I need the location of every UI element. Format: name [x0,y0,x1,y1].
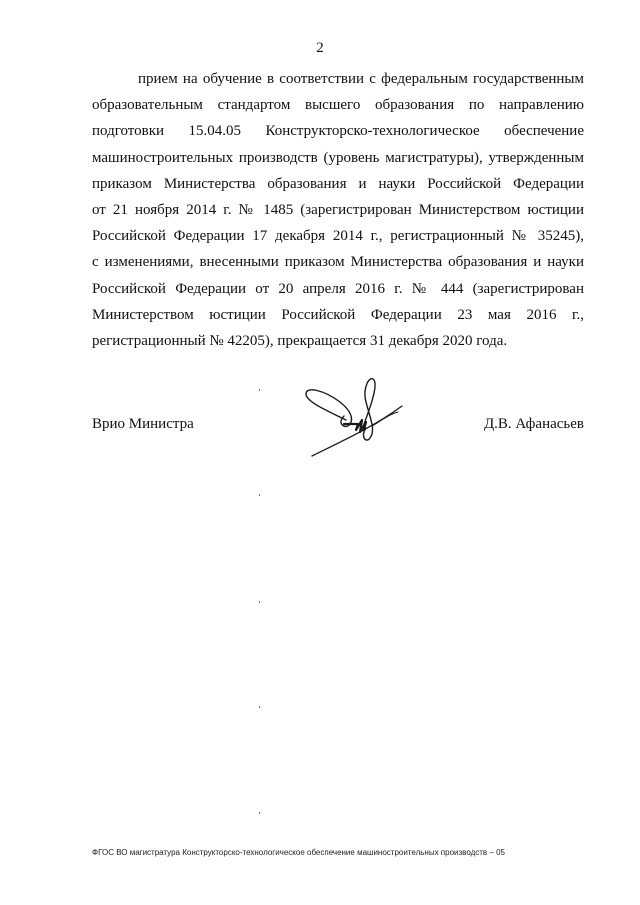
body-line: машиностроительных производств (уровень магистратуры), утвержденным [92,149,584,166]
body-line: прием на обучение в соответствии с федеральным государственным [138,71,584,87]
scan-speck [259,601,260,603]
body-line: образовательным стандартом высшего образования по направлению [92,97,584,114]
page-footer: ФГОС ВО магистратура Конструкторско-технологическое обеспечение машиностроительных производств – 05 [92,848,505,857]
scan-speck [259,812,260,814]
body-paragraph [92,66,584,354]
handwritten-signature [300,372,412,464]
signer-name: Д.В. Афанасьев [483,416,584,432]
body-line: Российской Федерации 17 декабря 2014 г., регистрационный № 35245), [92,228,584,245]
body-line: Российской Федерации от 20 апреля 2016 г. № 444 (зарегистрирован [92,280,584,297]
body-line: от 21 ноября 2014 г. № 1485 (зарегистрирован Министерством юстиции [92,201,584,218]
scan-speck [259,389,260,391]
page-number: 2 [316,40,324,56]
scan-speck [259,706,260,708]
signer-position: Врио Министра [92,416,194,432]
body-line: приказом Министерства образования и науки Российской Федерации [92,175,584,192]
body-line: с изменениями, внесенными приказом Министерства образования и науки [92,254,584,271]
body-line: подготовки 15.04.05 Конструкторско-технологическое обеспечение [92,123,584,140]
body-line: Министерством юстиции Российской Федерации 23 мая 2016 г., [92,306,584,323]
scan-speck [259,494,260,496]
body-line: регистрационный № 42205), прекращается 31 декабря 2020 года. [92,332,508,349]
